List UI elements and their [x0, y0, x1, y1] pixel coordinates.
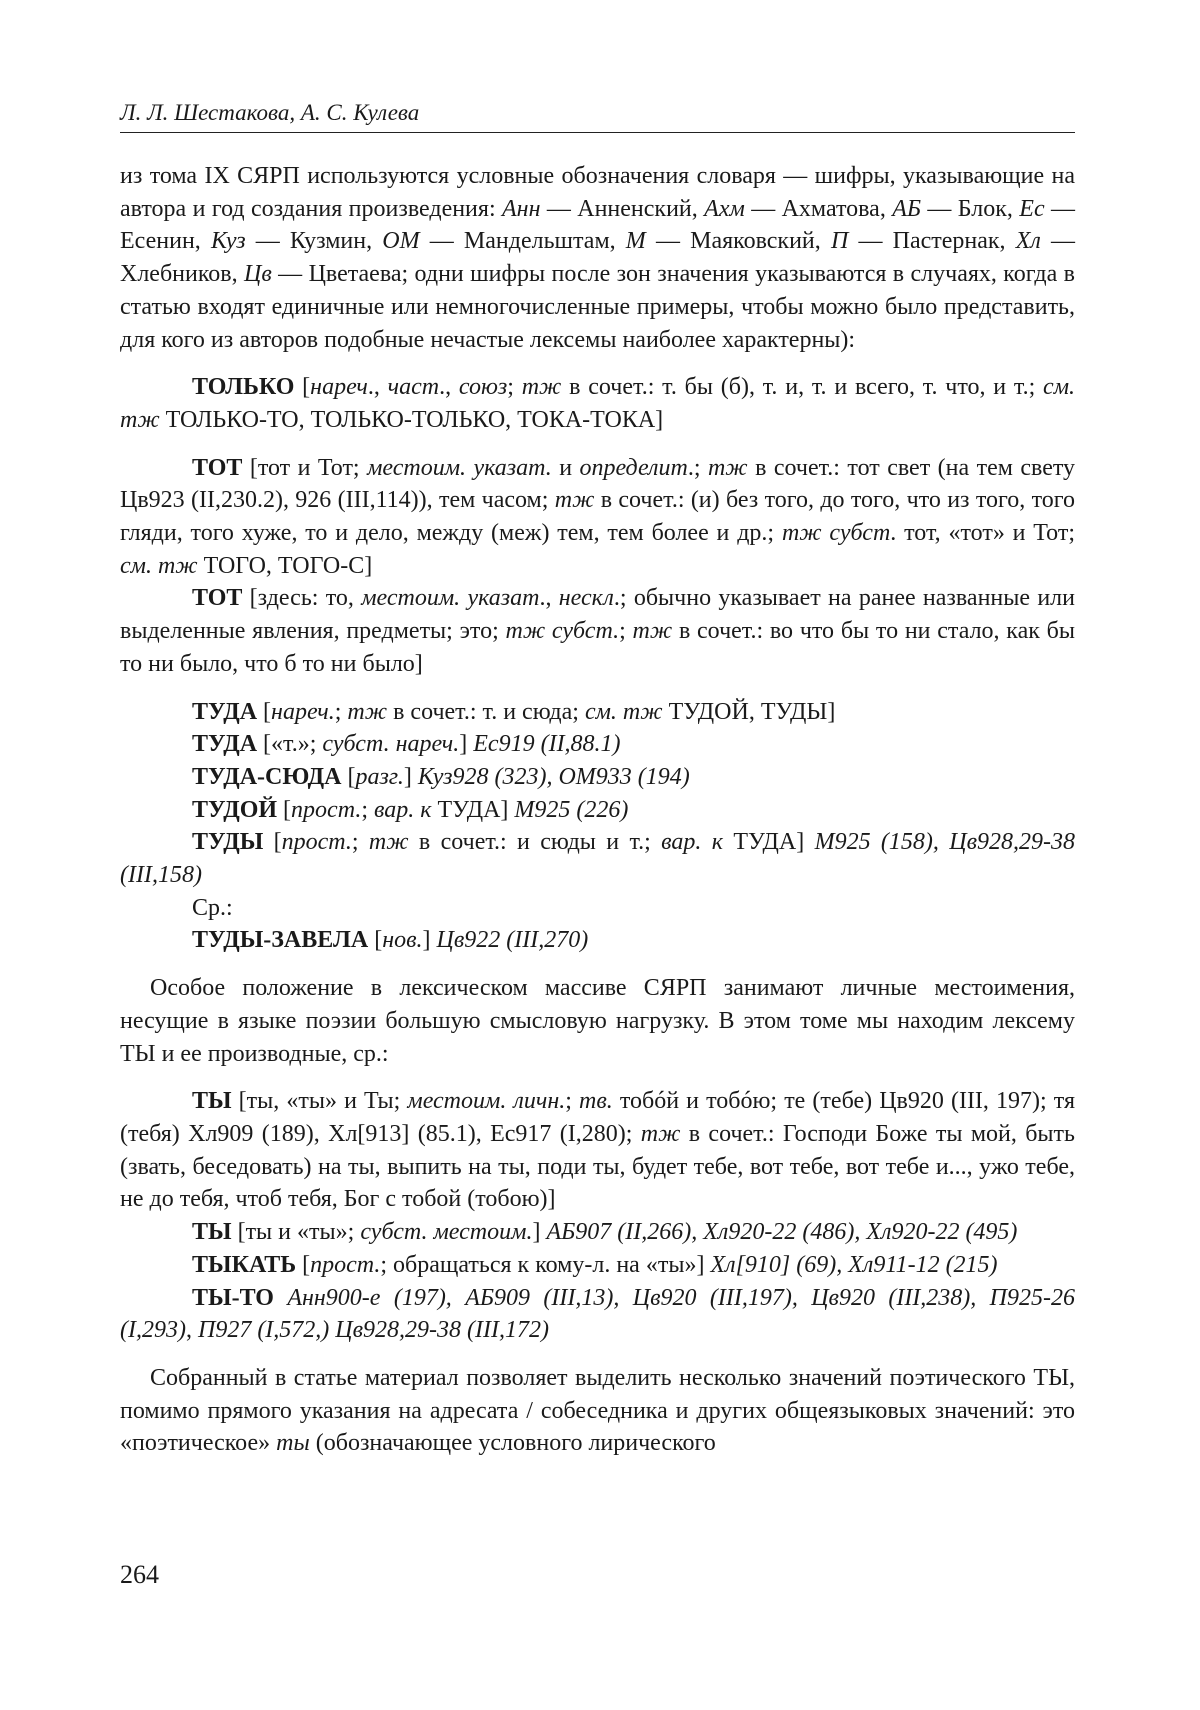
entry-ty-to: ТЫ-ТО Анн900-е (197), АБ909 (III,13), Цв920 (III,197), Цв920 (III,238), П925-26 (I,293), П927 (I,572,) Цв928,29-38 (III,172): [120, 1284, 1076, 1344]
running-head-authors: Л. Л. Шестакова, А. С. Кулева: [120, 98, 1075, 133]
entry-tot-2: ТОТ [здесь: то, местоим. указат., нескл.; обычно указывает на ранее названные или выделенные явления, предметы; это; тж субст.; тж в сочет.: во что бы то ни стало, как бы то ни было, что б то ни было]: [120, 585, 1076, 677]
entry-tuda-1: ТУДА [нареч.; тж в сочет.: т. и сюда; см. тж ТУДОЙ, ТУДЫ]: [192, 698, 836, 725]
entry-tuda-suda: ТУДА-СЮДА [разг.] Куз928 (323), ОМ933 (194): [192, 763, 690, 790]
entry-tot-1: ТОТ [тот и Тот; местоим. указат. и определит.; тж в сочет.: тот свет (на тем свету Цв923 (II,230.2), 926 (III,114)), тем часом; тж в сочет.: (и) без того, до того, что из того, того гляди, того хуже, то и дело, между (меж) тем, тем более и др.; тж субст. тот, «тот» и Тот; см. тж ТОГО, ТОГО-С]: [120, 454, 1076, 579]
paragraph-pronouns: Особое положение в лексическом массиве СЯРП занимают личные местоимения, несущие в языке поэзии большую смысловую нагрузку. В этом томе мы находим лексему ТЫ и ее производные, ср.:: [120, 975, 1075, 1067]
paragraph-conclusion: Собранный в статье материал позволяет выделить несколько значений поэтического ТЫ, помимо прямого указания на адресата / собеседника и других общеязыковых значений: это «поэтическое» ты (обозначающее условного лирического: [120, 1364, 1075, 1457]
compare-label: Ср.:: [192, 894, 233, 921]
entry-tudoy: ТУДОЙ [прост.; вар. к ТУДА] М925 (226): [192, 796, 629, 823]
entry-ty-2: ТЫ [ты и «ты»; субст. местоим.] АБ907 (II,266), Хл920-22 (486), Хл920-22 (495): [192, 1219, 1018, 1246]
intro-paragraph: из тома IX СЯРП используются условные обозначения словаря — шифры, указывающие на автора и год создания произведения: Анн — Анненский, Ахм — Ахматова, АБ — Блок, Ес — Есенин, Куз — Кузмин, ОМ — Мандельштам, М — Маяковский, П — Пастернак, Хл — Хлебников, Цв — Цветаева; одни шифры после зон значения указываются в случаях, когда в статью входят единичные или немногочисленные примеры, чтобы можно было представить, для кого из авторов подобные нечастые лексемы наиболее характерны):: [120, 163, 1076, 353]
entry-tudy-zavela: ТУДЫ-ЗАВЕЛА [нов.] Цв922 (III,270): [192, 927, 589, 954]
entry-tudy: ТУДЫ [прост.; тж в сочет.: и сюды и т.; вар. к ТУДА] М925 (158), Цв928,29-38 (III,158): [120, 829, 1075, 889]
entry-tolko: ТОЛЬКО [нареч., част., союз; тж в сочет.: т. бы (б), т. и, т. и всего, т. что, и т.; см. тж ТОЛЬКО-ТО, ТОЛЬКО-ТОЛЬКО, ТОКА-ТОКА]: [120, 374, 1076, 433]
body-text: [120, 160, 1075, 1460]
page-number: 264: [120, 1560, 159, 1589]
entry-ty-1: ТЫ [ты, «ты» и Ты; местоим. личн.; тв. тобóй и тобóю; те (тебе) Цв920 (III, 197); тя (тебя) Хл909 (189), Хл[913] (85.1), Ес917 (I,280); тж в сочет.: Господи Боже ты мой, быть (звать, беседовать) на ты, выпить на ты, поди ты, будет тебе, вот тебе, вот тебе и..., ужо тебе, не до тебя, чтоб тебя, Бог с тобой (тобою)]: [120, 1088, 1075, 1213]
entry-tuda-2: ТУДА [«т.»; субст. нареч.] Ес919 (II,88.1): [192, 731, 621, 758]
entry-tykat: ТЫКАТЬ [прост.; обращаться к кому-л. на «ты»] Хл[910] (69), Хл911-12 (215): [192, 1251, 998, 1278]
